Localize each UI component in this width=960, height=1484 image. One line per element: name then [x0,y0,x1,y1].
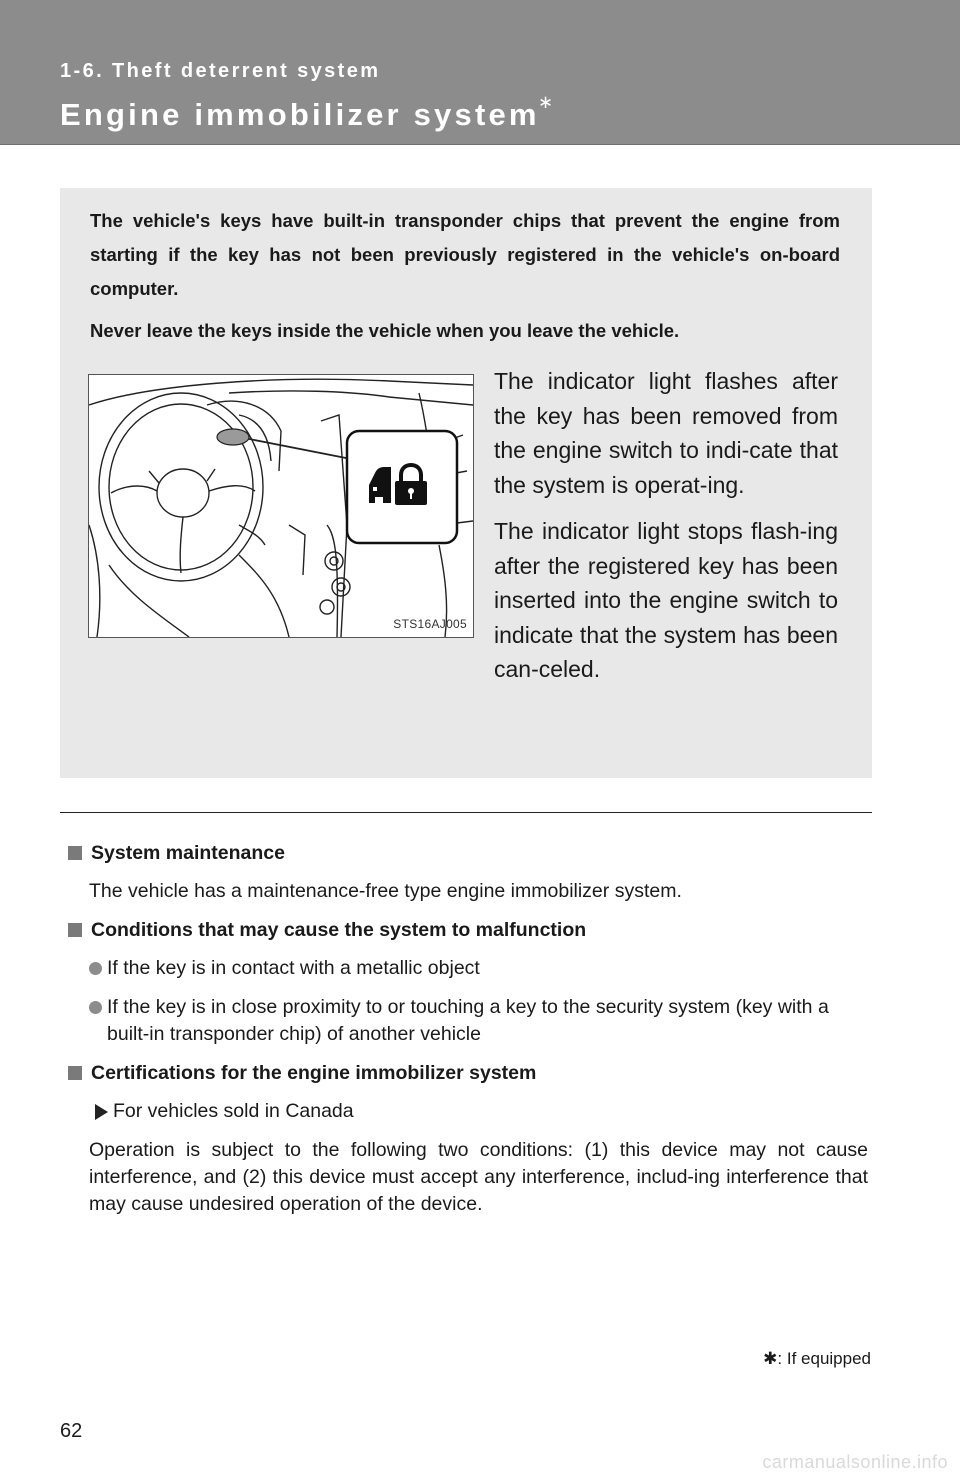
list-item-text: If the key is in contact with a metallic object [107,957,480,979]
section-divider [60,812,872,813]
page-number: 62 [60,1420,83,1442]
certifications-heading [68,1060,868,1086]
chapter-header [0,0,960,145]
circle-bullet-icon [89,962,102,975]
square-bullet-icon [68,846,82,860]
section-label: 1-6. Theft deterrent system [60,60,381,82]
summary-box [60,188,872,778]
footnote-text: : If equipped [777,1349,871,1368]
warning-text: Never leave the keys inside the vehicle when you leave the vehicle. [90,320,680,341]
square-bullet-icon [68,1066,82,1080]
figure-code: STS16AJ005 [393,617,467,631]
footnote [763,1349,871,1369]
market-line [95,1098,868,1125]
summary-intro [90,204,840,356]
indicator-description [494,364,838,699]
square-bullet-icon [68,923,82,937]
list-item [107,994,868,1048]
circle-bullet-icon [89,1001,102,1014]
if-equipped-mark: ∗ [538,92,554,112]
certifications-heading-text: Certifications for the engine immobilizer system [91,1061,537,1084]
list-item-text: If the key is in close proximity to or touching a key to the security system (key with a built-in transponder chip) of another vehicle [107,996,829,1045]
maintenance-text: The vehicle has a maintenance-free type engine immobilizer system. [89,880,682,902]
dashboard-illustration [88,374,474,638]
maintenance-heading-text: System maintenance [91,841,286,864]
page-title: Engine immobilizer system [60,97,540,132]
notes-section [68,840,868,1230]
indicator-stop-text: The indicator light stops flash-ing after the registered key has been inserted into the engine switch to indicate that the system has been can-celed. [494,518,838,682]
intro-text: The vehicle's keys have built-in transponder chips that prevent the engine from starting if the key has not been previously registered in the vehicle's on-board computer. [90,210,840,299]
watermark: carmanualsonline.info [762,1452,948,1472]
malfunction-heading-text: Conditions that may cause the system to malfunction [91,918,587,941]
footnote-mark: ✱ [763,1349,778,1368]
market-text: For vehicles sold in Canada [113,1100,354,1122]
certifications-text: Operation is subject to the following two conditions: (1) this device may not cause interference, and (2) this device must accept any interference, includ-ing interference that may cause undesired operation of the device. [89,1139,868,1215]
right-triangle-icon [95,1104,108,1120]
malfunction-heading [68,917,868,943]
list-item [107,955,868,982]
indicator-flash-text: The indicator light flashes after the key has been removed from the engine switch to indi-cate that the system is operat-ing. [494,368,838,498]
maintenance-heading [68,840,868,866]
dashboard-drawing [89,375,473,637]
